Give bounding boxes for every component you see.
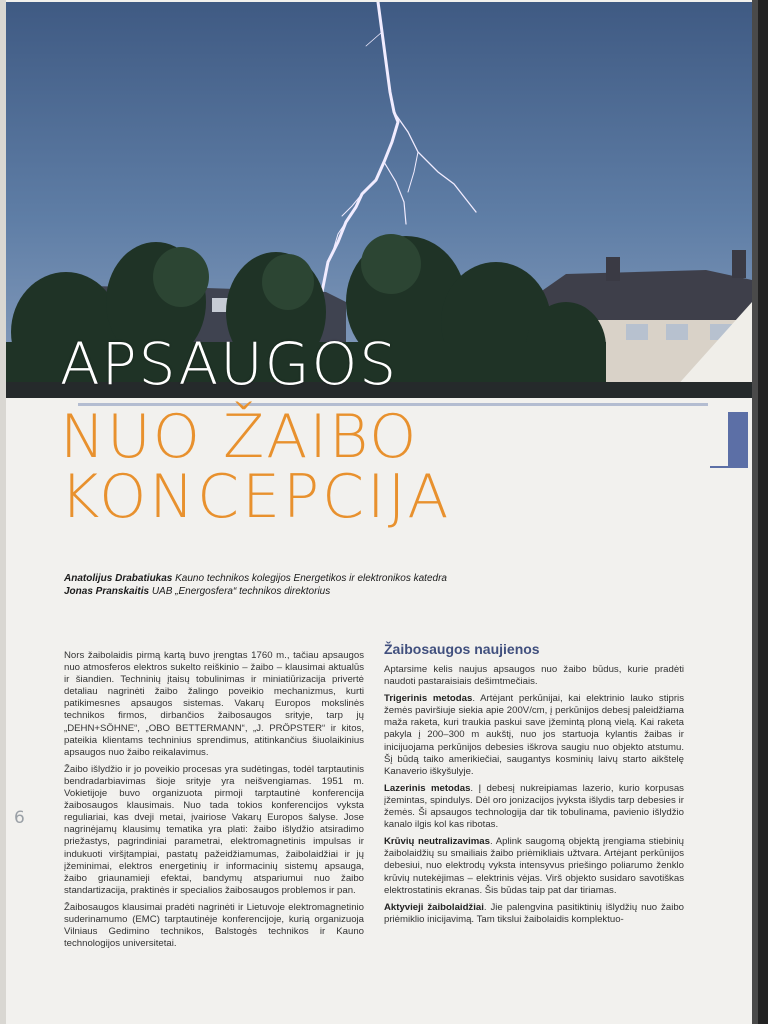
authors-block (64, 572, 447, 598)
active-rods-paragraph (384, 902, 684, 926)
author-1 (64, 572, 447, 585)
charge-neutralization-paragraph (384, 836, 684, 896)
charge-neutralization-label: Krūvių neutralizavimas (384, 836, 490, 848)
author-2-affiliation: UAB „Energosfera“ technikos direktorius (149, 586, 331, 597)
laser-method-text: . Į debesį nukreipiamas lazerio, kurio korpusas įžemintas, spindulys. Dėl oro jonizacijos įvyksta išlydis tarp debesies ir žemės. Ši apsaugos technologija dar tik tobulinama, pavienio išlydžio kanalo ilgis kol kas ribotas. (384, 782, 684, 831)
accent-bar (728, 412, 748, 468)
page-right-edge-inner (752, 0, 758, 1024)
left-paragraph-3: Žaibosaugos klausimai pradėti nagrinėti ir Lietuvoje elektromagnetinio suderinamumo (EMC) tarptautinėje konferencijoje, kurią organizuoja Vilniaus Gedimino technikos, Balstogės technikos ir Kauno technologijos universitetai. (64, 901, 364, 950)
laser-method-label: Lazerinis metodas (384, 782, 471, 794)
left-column (64, 650, 364, 955)
author-2 (64, 585, 447, 598)
right-column (384, 640, 684, 931)
title-line-3: KONCEPCIJA (60, 462, 452, 532)
intro-paragraph: Aptarsime kelis naujus apsaugos nuo žaibo būdus, kurie pradėti naudoti pastaraisiais dešimtmečiais. (384, 664, 684, 688)
charge-neutralization-text: . Aplink saugomą objektą įrengiama stiebinių žaibolaidžių su smailiais žaibo priėmikliais užtvara. Artėjant perkūnijos debesiui, nuo elektrodų vyksta intensyvus priešingo poliarumo ženklo krūvių nutekėjimas – elektrinis vėjas. Virš objekto susidaro savotiškas elektrostatinis ekranas. Šis būdas taip pat dar tiriamas. (384, 836, 684, 896)
left-paragraph-1: Nors žaibolaidis pirmą kartą buvo įrengtas 1760 m., tačiau apsaugos nuo atmosferos elektros sukelto reiškinio – žaibo – klausimai aktualūs ir šiandien. Techninių įtaisų tobulinimas ir miniatiūrizacija privertė detaliau nagrinėti žaibo žalingo poveikio mechanizmus, kurti patikimesnes apsaugos sistemas. Vakarų Europos mokslinės technikos firmos, dirbančios žaibosaugos srityje, tarp jų „DEHN+SÖHNE“, „OBO BETTERMANN“, „J. PRÖPSTER“ ir kitos, pateikia klientams techninius sprendimus, atitinkančius šiuolaikinius apsaugos nuo žaibo reikalavimus. (64, 650, 364, 758)
laser-method-paragraph (384, 783, 684, 831)
author-1-affiliation: Kauno technikos kolegijos Energetikos ir elektronikos katedra (172, 573, 447, 584)
trigger-method-text: . Artėjant perkūnijai, kai elektrinio lauko stipris žemės paviršiuje siekia apie 200V/cm, į perkūnijos debesį paleidžiama maža raketa, kuri traukia paskui save įžemintą ploną vielą. Kai raketa pakyla į 200–300 m aukštį, nuo jos startuoja kylantis žaibas ir inicijuojama perkūnijos debesies iškrova saugiu nuo objekto atstumu. Šį būdą taiko amerikiečiai, saugantys kosminių laivų starto aikštelę Kanaverio iškyšulyje. (384, 693, 684, 777)
section-heading: Žaibosaugos naujienos (384, 641, 540, 657)
left-paragraph-2: Žaibo išlydžio ir jo poveikio procesas yra sudėtingas, todėl tarptautinis bendradarbiavimas šioje srityje yra neišvengiamas. 1951 m. Vokietijoje buvo organizuota pirmoji tarptautinė konferencija žaibosaugos klausimais. Nuo tada tokios konferencijos vyksta reguliariai, kas dveji metai, įvairiose Vakarų Europos šalyse. Jose nagrinėjamų klausimų tematika yra plati: žaibo išlydžio atsiradimo priežastys, pagrindiniai parametrai, elektromagnetinis impulsas ir indukuoti viršįtampiai, pastatų pažeidžiamumas, žaibolaidžiai ir jų įžeminimai, elektros energetinių ir informacinių sistemų apsauga, žaibo griaunamieji efektai, bandymų atspariumui nuo žaibo standartizacija, praktinės ir specialios žaibosaugos problemos ir pan. (64, 763, 364, 896)
active-rods-label: Aktyvieji žaibolaidžiai (384, 901, 484, 913)
trigger-method-label: Trigerinis metodas (384, 693, 473, 705)
author-1-name: Anatolijus Drabatiukas (64, 573, 173, 584)
title-line-1: APSAUGOS (60, 330, 399, 398)
page-number: 6 (14, 808, 25, 828)
active-rods-text: . Jie palengvina pasitiktinių išlydžių nuo žaibo priėmiklio inicijavimą. Tam tikslui žaibolaidis komplektuo- (384, 901, 684, 925)
accent-tick (710, 466, 728, 468)
author-2-name: Jonas Pranskaitis (64, 586, 150, 597)
trigger-method-paragraph (384, 693, 684, 778)
title-line-2: NUO ŽAIBO (60, 402, 419, 472)
